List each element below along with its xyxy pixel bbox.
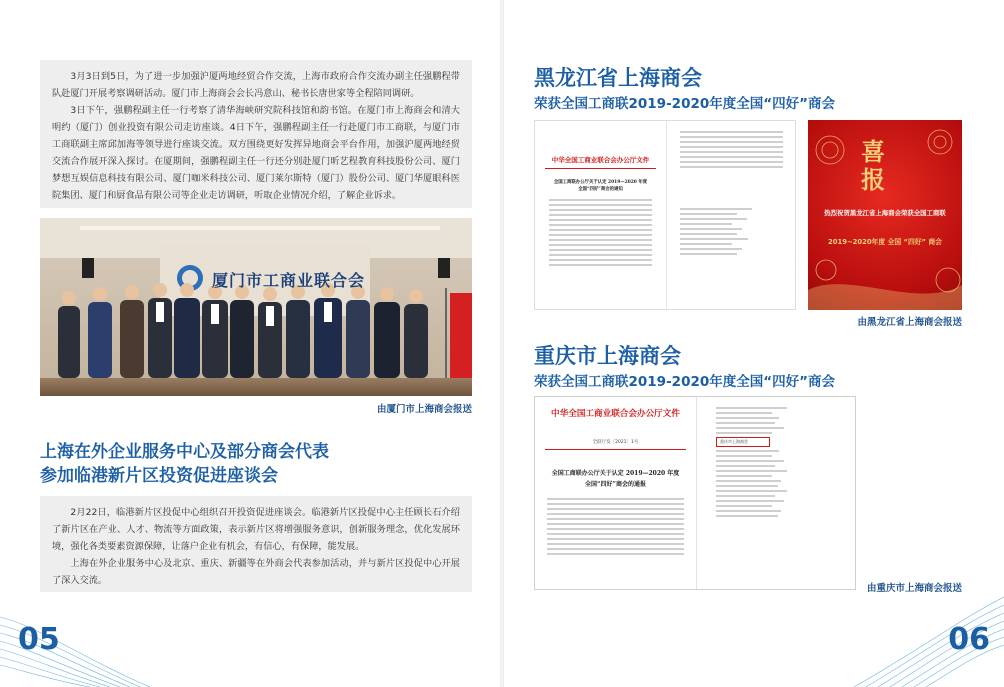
award-document-1 — [534, 120, 796, 310]
article-paragraph-1: 3月3日到5日，为了进一步加强沪厦两地经贸合作交流，上海市政府合作交流办副主任强鹏程带队赴厦门开展考察调研活动。厦门市上海商会会长冯意山、秘书长唐世家等全程陪同调研。 — [52, 71, 460, 99]
section1-title: 黑龙江省上海商会 — [534, 66, 702, 90]
article-paragraph-2: 3日下午，强鹏程副主任一行考察了清华海峡研究院科技馆和韵书馆。在厦门市上海商会和清大明约（厦门）创业投资有限公司走访座谈。4日下午，强鹏程副主任一行赴厦门市工商联，与厦门市工商联副主席邱加海等领导进行座谈交流。双方围绕更好发挥异地商会平台作用，加强沪厦两地经贸交流合作展开深入探讨。在厦期间，强鹏程副主任一行还分别赴厦门昕艺程教育科技股份公司、厦门梦想互娱信息科技有限公司、厦门咖米科技公司、厦门莱尔斯特（厦门）股份公司、厦门华厦眼科医院集团、厦门和厨食品有限公司等企业走访调研，听取企业情况介绍，了解企业诉求。 — [52, 105, 460, 201]
doc1-header: 中华全国工商业联合会办公厅文件 — [551, 156, 650, 164]
celebration-poster — [808, 120, 962, 310]
poster-big-character: 喜报 — [861, 137, 885, 194]
photo-wall-sign: 厦门市工商业联合会 — [212, 271, 366, 290]
article-paragraph-3: 2月22日，临港新片区投促中心组织召开投资促进座谈会。临港新片区投促中心主任顾长石介绍了新片区在产业、人才、物流等方面政策，表示新片区将增强服务意识，创新服务理念，优化发展环境，强化各类要素资源保障，让落户企业有机会，有信心，有保障，能发展。 — [52, 507, 460, 552]
group-photo — [40, 218, 472, 396]
doc2-highlight-text: 重庆市上海商会 — [720, 439, 748, 444]
page-number-left: 05 — [18, 622, 60, 657]
poster-line-1: 热烈祝贺黑龙江省上海商会荣获全国工商联 — [824, 209, 946, 217]
doc2-number: 全联厅发〔2021〕1号 — [592, 440, 639, 445]
section-heading-line-2: 参加临港新片区投资促进座谈会 — [40, 466, 278, 486]
section-heading-line-1: 上海在外企业服务中心及部分商会代表 — [40, 442, 329, 462]
section2-caption: 由重庆市上海商会报送 — [866, 583, 962, 594]
doc1-title: 全国工商联办公厅关于认定 2019—2020 年度全国“四好”商会的通知 — [553, 180, 648, 192]
doc2-title-line-1: 全国工商联办公厅关于认定 2019—2020 年度 — [551, 470, 680, 477]
poster-line-2: 2019~2020年度 全国 “四好” 商会 — [828, 238, 942, 246]
doc2-highlight-box — [716, 437, 770, 447]
section2-title: 重庆市上海商会 — [534, 344, 681, 368]
article-paragraph-4: 上海在外企业服务中心及北京、重庆、新疆等在外商会代表参加活动，并与新片区投促中心开展了深入交流。 — [52, 558, 460, 586]
award-document-2 — [534, 396, 856, 590]
doc2-title-line-2: 全国“四好”商会的通报 — [585, 481, 646, 488]
page-number-right: 06 — [948, 622, 990, 657]
section2-subtitle: 荣获全国工商联2019-2020年度全国“四好”商会 — [534, 374, 835, 390]
article-text-block-1 — [40, 60, 472, 208]
section1-subtitle: 荣获全国工商联2019-2020年度全国“四好”商会 — [534, 96, 835, 112]
section1-caption: 由黑龙江省上海商会报送 — [857, 317, 962, 328]
article-text-block-2 — [40, 496, 472, 592]
photo-caption: 由厦门市上海商会报送 — [376, 404, 472, 415]
right-page — [502, 0, 1004, 687]
section-heading — [40, 440, 480, 488]
doc2-header: 中华全国工商业联合会办公厅文件 — [551, 409, 680, 419]
